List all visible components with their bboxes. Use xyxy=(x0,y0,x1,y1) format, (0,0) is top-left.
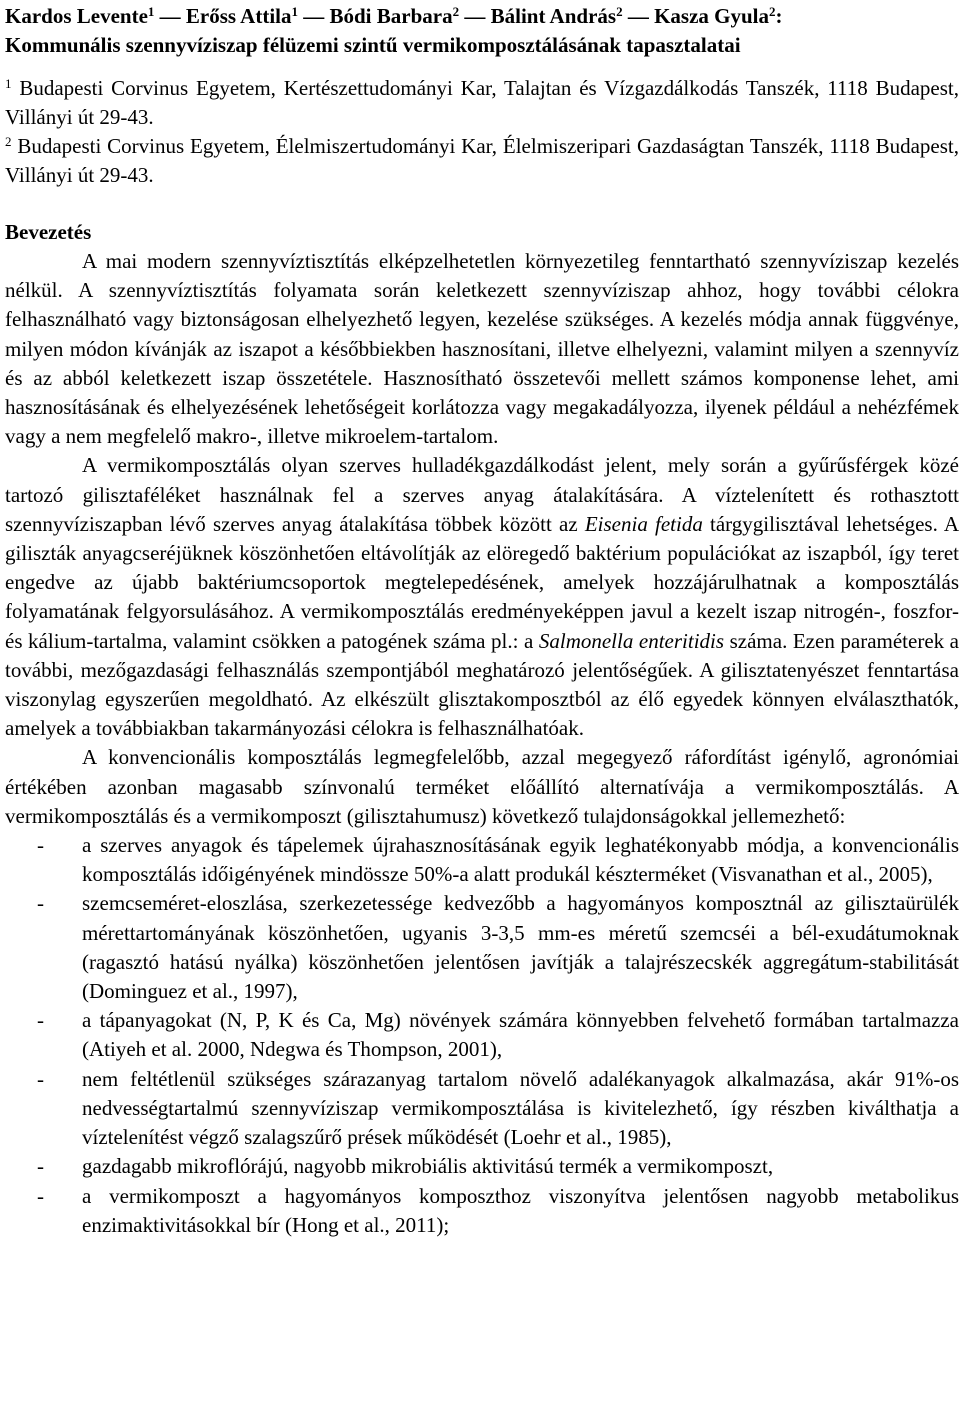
list-item-text: szemcseméret-eloszlása, szerkezetessége kedvezőbb a hagyományos komposztnál az gilisztaürülék mérettartományának köszönhetően, ugyanis 3-3,5 mm-es méretű szemcséi a bél-exudátumoknak (ragasztó hatású nyálka) köszönhetően jelentősen javítják a talajrészecskék aggregátum-stabilitását (Dominguez et al., 1997), xyxy=(82,891,959,1004)
affiliation-number: 2 xyxy=(5,133,12,149)
author-name: Kardos Levente xyxy=(5,4,148,28)
author-affiliation-mark: 2 xyxy=(452,3,460,19)
list-item xyxy=(5,1182,959,1240)
author-affiliation-mark: 2 xyxy=(769,3,776,19)
paragraph-2-part-a: A vermikomposztálás olyan szerves hulladékgazdálkodást jelent, mely során a gyűrűsférgek közé tartozó gilisztaféléket használnak fel a szerves anyag átalakítására. A víztelenített és rothasztott szennyvíziszapban lévő szerves anyag átalakítása többek között az xyxy=(5,453,959,536)
paragraph-1: A mai modern szennyvíztisztítás elképzelhetetlen környezetileg fenntartható szennyvíziszap kezelés nélkül. A szennyvíztisztítás folyamata során keletkezett szennyvíziszap ahhoz, hogy további célokra felhasználható vagy biztonságosan elhelyezhető legyen, kezelése szükséges. A kezelés módja annak függvénye, milyen módon kívánják az iszapot a későbbiekben hasznosítani, illetve elhelyezni, valamint milyen a szennyvíz és az abból keletkezett iszap összetétele. Hasznosítható összetevői mellett számos komponense lehet, ami hasznosításának és elhelyezésének lehetőségeit korlátozza vagy megakadályozza, ilyenek például a nehézfémek vagy a nem megfelelő makro-, illetve mikroelem-tartalom. xyxy=(5,249,959,449)
property-list xyxy=(5,831,959,1240)
author-name: Bálint András xyxy=(490,4,617,28)
author-separator: — xyxy=(622,4,655,28)
list-item xyxy=(5,889,959,1006)
list-dash: - xyxy=(37,1183,44,1208)
paragraph-2 xyxy=(5,451,959,743)
paragraph-2-part-c: száma. Ezen paraméterek a további, mezőgazdasági felhasználás szempontjából meghatározó jelentőségűek. A gilisztatenyészet fenntartása viszonylag egyszerűen megoldható. Az elkészült glisztakomposztból az élő egyedek könnyen elválaszthatók, amelyek a továbbiakban takarmányozási célokra is felhasználhatóak. xyxy=(5,628,959,741)
species-name: Eisenia fetida xyxy=(584,511,703,536)
document-page xyxy=(0,2,960,1240)
list-dash: - xyxy=(37,1008,44,1033)
affiliation-text: Budapesti Corvinus Egyetem, Kertészettudományi Kar, Talajtan és Vízgazdálkodás Tanszék, 1118 Budapest, Villányi út 29-43. xyxy=(5,76,959,129)
body-text xyxy=(5,247,959,1240)
affiliation-1 xyxy=(5,74,959,132)
title-block xyxy=(5,2,959,60)
author-separator: — xyxy=(298,4,330,28)
species-name: Salmonella enteritidis xyxy=(538,628,725,653)
author-name: Bódi Barbara xyxy=(329,4,453,28)
author-separator: — xyxy=(459,4,491,28)
author-separator: — xyxy=(154,4,186,28)
list-item-text: a vermikomposzt a hagyományos komposzthoz viszonyítva jelentősen nagyobb metabolikus enzimaktivitásokkal bír (Hong et al., 2011); xyxy=(82,1183,959,1237)
affiliation-number: 1 xyxy=(5,75,12,91)
list-item xyxy=(5,831,959,889)
list-item xyxy=(5,1065,959,1153)
author-line xyxy=(5,2,959,31)
list-dash: - xyxy=(37,833,44,858)
author-affiliation-mark: 1 xyxy=(147,3,155,19)
affiliations xyxy=(5,74,959,190)
list-dash: - xyxy=(37,1066,44,1091)
paragraph-3: A konvencionális komposztálás legmegfelelőbb, azzal megegyező ráfordítást igénylő, agronómiai értékében azonban magasabb színvonalú terméket előállító alternatívája a vermikomposztálás. A vermikomposztálás és a vermikomposzt (gilisztahumusz) következő tulajdonságokkal jellemezhető: xyxy=(5,745,959,828)
list-dash: - xyxy=(37,1154,44,1179)
list-item-text: a tápanyagokat (N, P, K és Ca, Mg) növények számára könnyebben felvehető formában tartalmazza (Atiyeh et al. 2000, Ndegwa és Thompson, 2001), xyxy=(82,1008,959,1062)
author-affiliation-mark: 2 xyxy=(616,3,623,19)
author-affiliation-mark: 1 xyxy=(291,3,298,19)
list-item-text: a szerves anyagok és tápelemek újrahasznosításának egyik leghatékonyabb módja, a konvencionális komposztálás időigényének mindössze 50%-a alatt produkál készterméket (Visvanathan et al., 2005), xyxy=(82,833,959,887)
paper-title: Kommunális szennyvíziszap félüzemi szintű vermikomposztálásának tapasztalatai xyxy=(5,33,741,57)
author-name: Kasza Gyula xyxy=(654,4,770,28)
list-item-text: nem feltétlenül szükséges szárazanyag tartalom növelő adalékanyagok alkalmazása, akár 91%-os nedvességtartalmú szennyvíziszap vermikomposztálása is kivitelezhető, így részben kiválthatja a víztelenítést végző szalagszűrő prések működését (Loehr et al., 1985), xyxy=(82,1066,959,1150)
title-colon: : xyxy=(775,4,783,28)
author-name: Erőss Attila xyxy=(185,4,292,28)
list-item-text: gazdagabb mikroflórájú, nagyobb mikrobiális aktivitású termék a vermikomposzt, xyxy=(82,1154,774,1179)
paragraph-2-part-b: tárgygilisztával lehetséges. A giliszták anyagcseréjüknek köszönhetően eltávolítják az elöregedő baktérium populációkat az iszapból, így teret engedve az újabb baktériumcsoportok megtelepedésének, amelyek hozzájárulhatnak a komposztálás folyamatának felgyorsulásához. A vermikomposztálás eredményeképpen javul a kezelt iszap nitrogén-, foszfor- és kálium-tartalma, valamint csökken a patogének száma pl.: a xyxy=(5,511,959,653)
affiliation-2 xyxy=(5,132,959,190)
list-item xyxy=(5,1006,959,1064)
list-dash: - xyxy=(37,891,44,916)
affiliation-text: Budapesti Corvinus Egyetem, Élelmiszertudományi Kar, Élelmiszeripari Gazdaságtan Tanszék, 1118 Budapest, Villányi út 29-43. xyxy=(5,134,959,187)
list-item xyxy=(5,1152,959,1181)
section-heading: Bevezetés xyxy=(5,220,92,244)
